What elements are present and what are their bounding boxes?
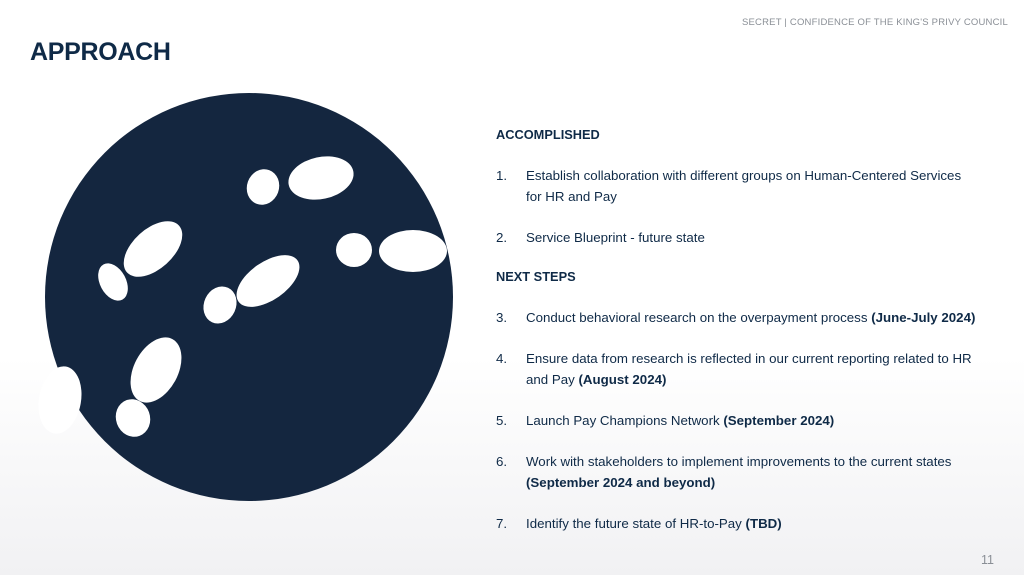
item-date: (September 2024) xyxy=(723,413,835,428)
footprint-lower xyxy=(111,329,192,442)
classification-label: SECRET | CONFIDENCE OF THE KING'S PRIVY COUNCIL xyxy=(741,17,1008,28)
item-text: Launch Pay Champions Network (September 2024) xyxy=(526,413,835,428)
item-text: Work with stakeholders to implement improvements to the current states (September 2024 and beyond) xyxy=(526,454,952,490)
item-number: 4. xyxy=(496,351,508,366)
item-text: Establish collaboration with different groups on Human-Centered Services for HR and Pay xyxy=(526,168,962,204)
list-item xyxy=(496,451,976,493)
item-date: (August 2024) xyxy=(578,372,667,387)
footprint-right xyxy=(336,230,447,272)
footprint-upper-left xyxy=(92,211,192,306)
item-text: Identify the future state of HR-to-Pay (TBD) xyxy=(526,516,782,531)
item-text: Service Blueprint - future state xyxy=(526,230,705,245)
item-number: 5. xyxy=(496,413,508,428)
list-item xyxy=(496,227,976,248)
item-number: 3. xyxy=(496,310,508,325)
item-number: 2. xyxy=(496,230,508,245)
item-text: Conduct behavioral research on the overpayment process (June-July 2024) xyxy=(526,310,976,325)
approach-content xyxy=(496,124,976,534)
next-steps-heading: NEXT STEPS xyxy=(496,269,576,284)
item-number: 1. xyxy=(496,168,508,183)
item-date: (TBD) xyxy=(745,516,782,531)
list-item xyxy=(496,307,976,328)
item-date: (June-July 2024) xyxy=(871,310,976,325)
page-number: 11 xyxy=(981,553,994,567)
list-item xyxy=(496,348,976,390)
item-number: 7. xyxy=(496,516,508,531)
footprint-middle xyxy=(197,245,308,329)
list-item xyxy=(496,165,976,207)
page-title: APPROACH xyxy=(30,38,171,66)
accomplished-heading: ACCOMPLISHED xyxy=(496,127,600,142)
list-item xyxy=(496,410,976,431)
item-text: Ensure data from research is reflected in our current reporting related to HR and Pay (August 2024) xyxy=(526,351,972,387)
item-date: (September 2024 and beyond) xyxy=(526,475,716,490)
item-number: 6. xyxy=(496,454,508,469)
next-steps-list xyxy=(496,307,976,534)
footprint-top xyxy=(242,151,465,210)
list-item xyxy=(496,513,976,534)
navy-circle xyxy=(45,93,453,501)
footprint-far-left xyxy=(33,363,86,437)
accomplished-list xyxy=(496,165,976,248)
